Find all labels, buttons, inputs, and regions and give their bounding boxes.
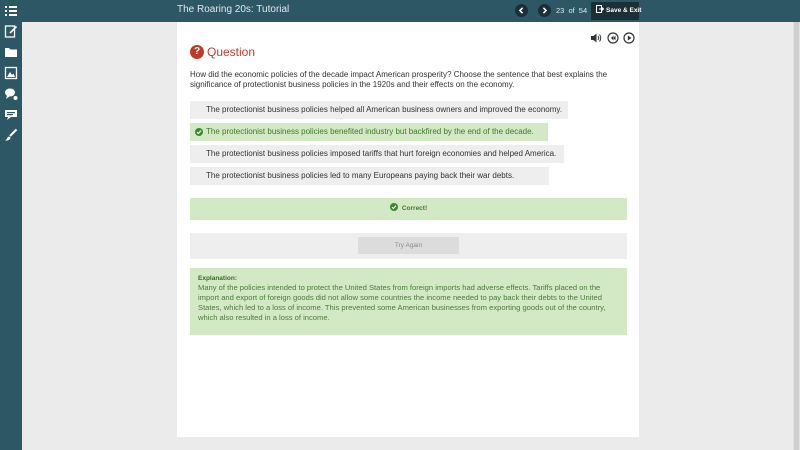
question-heading: Question — [207, 45, 256, 59]
exit-icon — [596, 5, 604, 13]
chevron-right-icon — [538, 4, 551, 17]
chevron-left-icon — [515, 4, 528, 17]
explanation-panel — [190, 268, 627, 335]
of-label: of — [568, 6, 575, 15]
answer-option-label: The protectionist business policies helped all American business owners and improved the economy. — [206, 105, 563, 114]
folder-icon[interactable] — [4, 45, 18, 59]
answer-option-1[interactable] — [190, 101, 568, 119]
list-icon[interactable] — [4, 4, 18, 18]
save-exit-button[interactable] — [591, 2, 642, 20]
correct-feedback-banner — [190, 198, 627, 220]
answer-option-3[interactable] — [190, 145, 564, 163]
image-icon[interactable] — [4, 66, 18, 80]
answer-option-2-selected[interactable] — [190, 123, 548, 141]
speaker-icon[interactable] — [590, 32, 602, 44]
current-page: 23 — [556, 6, 565, 15]
explanation-label: Explanation: — [198, 275, 238, 282]
answer-option-label: The protectionist business policies led to many Europeans paying back their war debts. — [206, 171, 515, 180]
check-circle-icon — [195, 128, 203, 136]
next-page-button[interactable] — [538, 4, 551, 17]
answer-option-4[interactable] — [190, 167, 549, 185]
scrollbar-thumb[interactable] — [794, 22, 799, 450]
feedback-label: Correct! — [401, 205, 428, 212]
page-scrollbar[interactable] — [793, 22, 800, 450]
chat-bubbles-icon[interactable] — [4, 87, 18, 101]
left-sidebar — [0, 0, 22, 450]
question-prompt: How did the economic policies of the decade impact American prosperity? Choose the sentence that best explains the significance of protectionist business policies in the 1920s and their effects on the economy. — [190, 70, 608, 89]
previous-page-button[interactable] — [515, 4, 528, 17]
answer-option-label: The protectionist business policies imposed tariffs that hurt foreign economies and helped America. — [206, 149, 557, 158]
try-again-button[interactable]: Try Again — [358, 237, 459, 254]
notepad-icon[interactable] — [4, 24, 18, 38]
save-exit-label: Save & Exit — [606, 7, 642, 14]
top-bar — [0, 0, 800, 22]
question-card — [177, 22, 639, 437]
rewind-icon[interactable] — [607, 32, 619, 44]
app-title: The Roaring 20s: Tutorial — [177, 4, 290, 15]
brush-icon[interactable] — [4, 128, 18, 142]
explanation-body: Many of the policies intended to protect the United States from foreign imports had adverse effects. Tariffs placed on the import and export of foreign goods did not allow some countries the income needed to pay back their debts to the United States, which led to a loss of income. This prevented some American businesses from exporting goods out of the country, which also resulted in a loss of income. — [198, 283, 606, 322]
total-pages: 54 — [578, 6, 588, 15]
question-mark-icon: ? — [190, 45, 204, 59]
retry-area — [190, 233, 627, 259]
play-icon[interactable] — [623, 32, 635, 44]
tools-icon[interactable] — [4, 107, 18, 121]
answer-option-label: The protectionist business policies benefited industry but backfired by the end of the decade. — [206, 127, 534, 136]
page-counter — [556, 6, 587, 15]
check-circle-icon — [390, 203, 398, 211]
